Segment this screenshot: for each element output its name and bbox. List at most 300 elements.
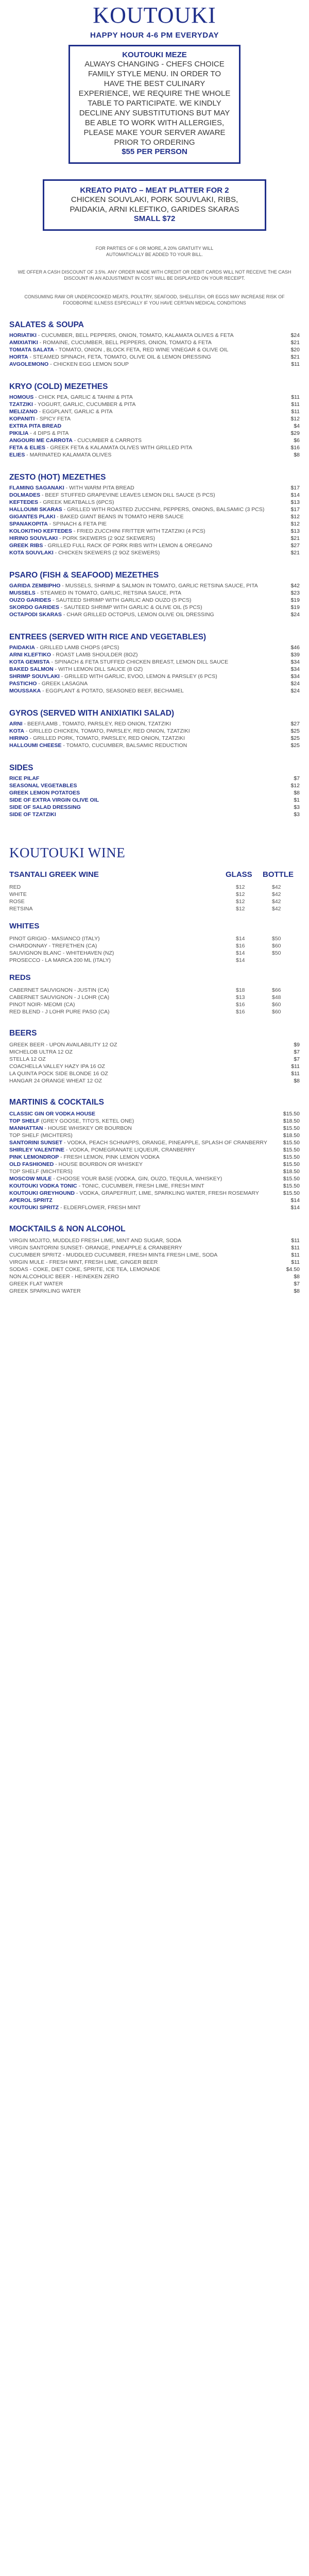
drink-name: CLASSIC GIN OR VODKA HOUSE [9, 1111, 96, 1117]
item-description: - FRIED ZUCCHINI FRITTER WITH TZATZIKI (4 PCS) [72, 528, 205, 534]
kreato-box [43, 179, 266, 231]
item-price: $8 [294, 790, 300, 796]
item-price: $24 [290, 332, 300, 338]
drink-price: $7 [294, 1056, 300, 1062]
section-title: KRYO (COLD) MEZETHES [9, 382, 108, 391]
drink-price: $15.50 [283, 1125, 300, 1131]
glass-price: $16 [236, 1002, 245, 1008]
item-description: - TOMATO, ONION , BLOCK FETA, RED WINE VINEGAR & OLIVE OIL [54, 347, 229, 353]
item-name: DOLMADES [9, 492, 41, 498]
drink-price: $15.50 [283, 1140, 300, 1146]
drink-description: - VODKA, POMEGRANATE LIQUEUR, CRANBERRY [64, 1147, 195, 1153]
item-name: HIRINO SOUVLAKI [9, 535, 58, 541]
drink-description: CUCUMBER SPRITZ - MUDDLED CUCUMBER, FRESH MINT& FRESH LIME, SODA [9, 1252, 218, 1258]
wine-row [9, 987, 300, 994]
wine-title: KOUTOUKI WINE [9, 845, 126, 860]
item-price: $34 [290, 659, 300, 665]
drink-item [9, 1146, 300, 1154]
drink-item [9, 1204, 300, 1211]
item-name: KEFTEDES [9, 499, 39, 505]
wine-name: CHARDONNAY - TREFETHEN (CA) [9, 943, 97, 949]
drink-item [9, 1117, 300, 1125]
item-price: $25 [290, 728, 300, 734]
menu-item [9, 401, 300, 408]
drink-price: $11 [291, 1259, 300, 1265]
item-name: HOMOUS [9, 394, 34, 400]
item-name: PASTICHO [9, 681, 37, 687]
item-description: - TOMATO, CUCUMBER, BALSAMIC REDUCTION [61, 742, 187, 749]
drink-item [9, 1287, 300, 1295]
drink-item [9, 1154, 300, 1161]
wine-name: PINOT NOIR- MEOMI (CA) [9, 1002, 75, 1008]
item-price: $13 [290, 499, 300, 505]
item-description: - WITH LEMON DILL SAUCE (8 OZ) [53, 666, 143, 672]
wine-name: RED BLEND - J LOHR PURE PASO (CA) [9, 1009, 110, 1015]
drink-description: - FRESH LEMON, PINK LEMON VODKA [59, 1154, 160, 1160]
drink-price: $11 [291, 1245, 300, 1251]
item-price: $16 [290, 445, 300, 451]
tsantali-heading [9, 870, 300, 880]
bottle-column-label: BOTTLE [263, 870, 294, 879]
drink-item [9, 1139, 300, 1146]
item-price: $13 [290, 528, 300, 534]
drink-name: SHIRLEY VALENTINE [9, 1147, 64, 1153]
wine-row [9, 942, 300, 950]
drink-description: VIRGIN MULE - FRESH MINT, FRESH LIME, GINGER BEER [9, 1259, 158, 1265]
item-price: $1 [294, 797, 300, 803]
menu-item [9, 353, 300, 361]
item-name: SHRIMP SOUVLAKI [9, 673, 60, 680]
drink-description: - CHOOSE YOUR BASE (VODKA, GIN, OUZO, TEQUILA, WHISKEY) [52, 1176, 222, 1182]
drink-description: - ELDERFLOWER, FRESH MINT [59, 1205, 141, 1211]
bottle-price: $66 [272, 987, 281, 993]
item-price: $25 [290, 742, 300, 749]
menu-item [9, 542, 300, 549]
kreato-box-title: KREATO PIATO – MEAT PLATTER FOR 2 [80, 186, 229, 195]
glass-price: $12 [236, 906, 245, 912]
item-price: $6 [294, 437, 300, 444]
section-title: ZESTO (HOT) MEZETHES [9, 473, 106, 482]
menu-item [9, 811, 300, 818]
menu-item [9, 735, 300, 742]
drink-name: PINK LEMONDROP [9, 1154, 59, 1160]
item-price: $19 [290, 604, 300, 611]
wine-name: SAUVIGNON BLANC - WHITEHAVEN (NZ) [9, 950, 114, 956]
drink-item [9, 1259, 300, 1266]
drink-item [9, 1280, 300, 1287]
drink-description: GREEK BEER - UPON AVAILABILITY 12 OZ [9, 1042, 117, 1048]
item-name: FLAMING SAGANAKI [9, 485, 64, 491]
item-name: GARIDA ZEMBIPHO [9, 583, 61, 589]
item-name: SIDE OF EXTRA VIRGIN OLIVE OIL [9, 797, 99, 803]
menu-item [9, 604, 300, 611]
glass-price: $16 [236, 1009, 245, 1015]
drink-description: GREEK SPARKLING WATER [9, 1288, 81, 1294]
reds-title: REDS [9, 973, 31, 982]
drink-description: VIRGIN SANTORINI SUNSET- ORANGE, PINEAPPLE & CRANBERRY [9, 1245, 182, 1251]
drink-price: $8 [294, 1288, 300, 1294]
menu-item [9, 346, 300, 353]
item-price: $21 [290, 340, 300, 346]
item-price: $11 [291, 401, 300, 408]
drink-item [9, 1125, 300, 1132]
drink-price: $15.50 [283, 1161, 300, 1167]
item-name: KOTA SOUVLAKI [9, 550, 54, 556]
item-price: $19 [290, 597, 300, 603]
glass-price: $12 [236, 891, 245, 897]
item-name: HORTA [9, 354, 28, 360]
item-price: $23 [290, 590, 300, 596]
item-name: OUZO GARIDES [9, 597, 52, 603]
item-description: - CHAR GRILLED OCTOPUS, LEMON OLIVE OIL DRESSING [61, 612, 214, 618]
item-name: TZATZIKI [9, 401, 33, 408]
drink-name: OLD FASHIONED [9, 1161, 54, 1167]
drink-price: $7 [294, 1281, 300, 1287]
drink-item [9, 1041, 300, 1048]
item-description: - EGGPLANT, GARLIC & PITA [37, 409, 113, 415]
menu-item [9, 451, 300, 459]
menu-item [9, 644, 300, 651]
meze-box-title: KOUTOUKI MEZE [122, 50, 187, 59]
item-name: GIGANTES PLAKI [9, 514, 56, 520]
item-price: $24 [290, 612, 300, 618]
item-price: $39 [290, 652, 300, 658]
menu-item [9, 430, 300, 437]
wine-row [9, 891, 300, 898]
item-name: EXTRA PITA BREAD [9, 423, 62, 429]
wine-row [9, 950, 300, 957]
bottle-price: $50 [272, 936, 281, 942]
drink-price: $8 [294, 1078, 300, 1084]
drink-item [9, 1273, 300, 1280]
kreato-box-body: CHICKEN SOUVLAKI, PORK SOUVLAKI, RIBS, PAIDAKIA, ARNI KLEFTIKO, GARIDES SKARAS [70, 195, 239, 214]
drink-description: TOP SHELF (MICHTERS) [9, 1168, 73, 1175]
menu-item [9, 492, 300, 499]
item-description: - MARINATED KALAMATA OLIVES [25, 452, 112, 458]
drink-item [9, 1266, 300, 1273]
item-price: $12 [290, 416, 300, 422]
beers-list [9, 1041, 300, 1084]
item-name: PAIDAKIA [9, 645, 35, 651]
section-title: GYROS (SERVED WITH ANIXIATIKI SALAD) [9, 709, 175, 718]
item-name: MELIZANO [9, 409, 38, 415]
item-price: $4 [294, 423, 300, 429]
item-description: - GREEK LASAGNA [37, 681, 88, 687]
item-name: OCTAPODI SKARAS [9, 612, 62, 618]
menu-item [9, 651, 300, 658]
drink-price: $15.50 [283, 1111, 300, 1117]
drink-name: KOUTOUKI SPRITZ [9, 1205, 59, 1211]
drink-price: $18.50 [283, 1168, 300, 1175]
glass-price: $14 [236, 957, 245, 963]
drink-price: $14 [290, 1197, 300, 1204]
wine-row [9, 935, 300, 942]
item-description: - CHICKEN SKEWERS (2 9OZ SKEWERS) [53, 550, 160, 556]
section-title: PSARO (FISH & SEAFOOD) MEZETHES [9, 571, 159, 580]
wine-row [9, 905, 300, 912]
item-description: - CHICK PEA, GARLIC & TAHINI & PITA [33, 394, 133, 400]
menu-item [9, 804, 300, 811]
drink-price: $11 [291, 1071, 300, 1077]
item-description: - MUSSELS, SHRIMP & SALMON IN TOMATO, GARLIC RETSINA SAUCE, PITA [60, 583, 258, 589]
bottle-price: $48 [272, 994, 281, 1001]
item-description: - PORK SKEWERS (2 9OZ SKEWERS) [57, 535, 155, 541]
item-description: - YOGURT, GARLIC, CUCUMBER & PITA [32, 401, 136, 408]
item-name: HALLOUMI CHEESE [9, 742, 62, 749]
bottle-price: $42 [272, 899, 281, 905]
menu-item [9, 673, 300, 680]
item-description: - ROMAINE, CUCUMBER, BELL PEPPERS, ONION, TOMATO & FETA [38, 340, 212, 346]
drink-description: - VODKA, PEACH SCHNAPPS, ORANGE, PINEAPPLE, SPLASH OF CRANBERRY [62, 1140, 267, 1146]
item-description: - CUCUMBER, BELL PEPPERS, ONION, TOMATO, KALAMATA OLIVES & FETA [36, 332, 234, 338]
item-name: KOTA [9, 728, 24, 734]
drink-item [9, 1161, 300, 1168]
item-price: $21 [290, 550, 300, 556]
drink-item [9, 1168, 300, 1175]
item-name: PIKILIA [9, 430, 29, 436]
item-price: $3 [294, 811, 300, 818]
drink-description: LA QUINTA POCK SIDE BLONDE 16 OZ [9, 1071, 108, 1077]
item-name: RICE PILAF [9, 775, 40, 782]
drink-name: KOUTOUKI VODKA TONIC [9, 1183, 77, 1189]
wine-name: CABERNET SAUVIGNON - JUSTIN (CA) [9, 987, 109, 993]
wine-row [9, 1001, 300, 1008]
item-description: - GREEK FETA & KALAMATA OLIVES WITH GRILLED PITA [45, 445, 193, 451]
item-description: - GRILLED WITH GARLIC, EVOO, LEMON & PARSLEY (6 PCS) [59, 673, 217, 680]
menu-item [9, 775, 300, 782]
item-price: $12 [290, 783, 300, 789]
item-price: $11 [291, 409, 300, 415]
menu-item [9, 499, 300, 506]
drink-description: STELLA 12 OZ [9, 1056, 46, 1062]
item-price: $21 [290, 354, 300, 360]
wine-name: PINOT GRIGIO - MASIANCO (ITALY) [9, 936, 100, 942]
menu-item [9, 666, 300, 673]
menu-item [9, 394, 300, 401]
item-description: - GRILLED CHICKEN, TOMATO, PARSLEY, RED ONION, TZATZIKI [24, 728, 190, 734]
tsantali-title: TSANTALI GREEK WINE [9, 870, 99, 879]
drink-price: $11 [291, 1238, 300, 1244]
drink-price: $15.50 [283, 1190, 300, 1196]
drink-item [9, 1063, 300, 1070]
item-price: $24 [290, 681, 300, 687]
beers-title: BEERS [9, 1029, 37, 1038]
whites-heading [9, 922, 300, 932]
drink-price: $11 [291, 1063, 300, 1070]
menu-item [9, 582, 300, 589]
drink-name: APEROL SPRITZ [9, 1197, 53, 1204]
menu-item [9, 789, 300, 796]
drink-description: TOP SHELF (MICHTERS) [9, 1132, 73, 1139]
item-price: $17 [290, 485, 300, 491]
item-description: - SPINACH & FETA PIE [47, 521, 107, 527]
glass-price: $12 [236, 899, 245, 905]
drink-item [9, 1175, 300, 1182]
drink-item [9, 1048, 300, 1056]
item-description: - SPINACH & FETA STUFFED CHICKEN BREAST, LEMON DILL SAUCE [49, 659, 229, 665]
wine-name: ROSE [9, 899, 25, 905]
item-name: FETA & ELIES [9, 445, 46, 451]
menu-item [9, 687, 300, 694]
item-price: $11 [291, 361, 300, 367]
item-price: $17 [290, 506, 300, 513]
menu-item [9, 658, 300, 666]
item-price: $27 [290, 721, 300, 727]
menu-item [9, 422, 300, 430]
wine-row [9, 1008, 300, 1015]
item-description: - CHICKEN EGG LEMON SOUP [48, 361, 129, 367]
drink-description: VIRGIN MOJITO, MUDDLED FRESH LIME, MINT AND SUGAR, SODA [9, 1238, 181, 1244]
drink-item [9, 1244, 300, 1251]
menu-item [9, 513, 300, 520]
bottle-price: $42 [272, 906, 281, 912]
reds-heading [9, 973, 300, 984]
drink-price: $15.50 [283, 1176, 300, 1182]
menu-item [9, 589, 300, 597]
drink-price: $15.50 [283, 1183, 300, 1189]
raw-food-warning: CONSUMING RAW OR UNDERCOOKED MEATS, POULTRY, SEAFOOD, SHELLFISH, OR EGGS MAY INCREASE RISK OF FOODBORNE ILLNESS ESPECIALLY IF YOU HAVE CERTAIN MEDICAL CONDITIONS [24, 294, 285, 306]
glass-price: $12 [236, 884, 245, 890]
item-price: $12 [290, 514, 300, 520]
item-description: - BEEF STUFFED GRAPEVINE LEAVES LEMON DILL SAUCE (5 PCS) [40, 492, 215, 498]
wine-name: WHITE [9, 891, 27, 897]
meze-box-price: $55 PER PERSON [122, 147, 187, 156]
menu-item [9, 680, 300, 687]
item-name: SKORDO GARIDES [9, 604, 59, 611]
drink-description: SODAS - COKE, DIET COKE, SPRITE, ICE TEA, LEMONADE [9, 1266, 161, 1273]
drink-name: TOP SHELF [9, 1118, 40, 1124]
item-price: $27 [290, 543, 300, 549]
item-name: ARNI [9, 721, 23, 727]
item-name: KOLOKITHO KEFTEDES [9, 528, 72, 534]
menu-item [9, 361, 300, 368]
menu-item [9, 727, 300, 735]
menu-item [9, 520, 300, 528]
item-price: $34 [290, 673, 300, 680]
item-description: - GRILLED FULL RACK OF PORK RIBS WITH LEMON & OREGANO [43, 543, 213, 549]
drink-price: $9 [294, 1042, 300, 1048]
martinis-list [9, 1110, 300, 1211]
section-title: SIDES [9, 764, 33, 772]
bottle-price: $60 [272, 1002, 281, 1008]
item-name: MOUSSAKA [9, 688, 41, 694]
bottle-price: $60 [272, 943, 281, 949]
item-description: - EGGPLANT & POTATO, SEASONED BEEF, BECHAMEL [41, 688, 184, 694]
tsantali-list [9, 884, 300, 912]
item-price: $12 [290, 521, 300, 527]
drink-description: HANGAR 24 ORANGE WHEAT 12 OZ [9, 1078, 102, 1084]
glass-price: $13 [236, 994, 245, 1001]
drink-item [9, 1190, 300, 1197]
item-description: - 4 DIPS & PITA [28, 430, 69, 436]
mocktails-title: MOCKTAILS & NON ALCOHOL [9, 1225, 126, 1233]
drink-description: - TONIC, CUCUMBER, FRESH LIME, FRESH MINT [77, 1183, 204, 1189]
wine-row [9, 957, 300, 964]
drink-item [9, 1077, 300, 1084]
wine-row [9, 898, 300, 905]
item-price: $11 [291, 394, 300, 400]
item-description: - SPICY FETA [35, 416, 71, 422]
drink-description: (GREY GOOSE, TITO'S, KETEL ONE) [39, 1118, 134, 1124]
item-description: - ROAST LAMB SHOULDER (8OZ) [51, 652, 138, 658]
glass-price: $14 [236, 950, 245, 956]
drink-name: SANTORINI SUNSET [9, 1140, 63, 1146]
item-name: KOPANITI [9, 416, 35, 422]
item-price: $8 [294, 452, 300, 458]
wine-name: CABERNET SAUVIGNON - J LOHR (CA) [9, 994, 110, 1001]
drink-item [9, 1070, 300, 1077]
item-price: $46 [290, 645, 300, 651]
section-title: SALATES & SOUPA [9, 320, 84, 329]
item-name: SIDE OF TZATZIKI [9, 811, 56, 818]
item-name: SIDE OF SALAD DRESSING [9, 804, 81, 810]
menu-item [9, 549, 300, 556]
menu-item [9, 611, 300, 618]
item-description: - CUCUMBER & CARROTS [72, 437, 142, 444]
drink-item [9, 1056, 300, 1063]
meze-box [68, 45, 241, 164]
item-name: HORIATIKI [9, 332, 37, 338]
item-price: $14 [290, 492, 300, 498]
drink-name: MANHATTAN [9, 1125, 43, 1131]
item-name: GREEK RIBS [9, 543, 43, 549]
item-description: - WITH WARM PITA BREAD [64, 485, 134, 491]
menu-item [9, 444, 300, 451]
item-description: - GRILLED WITH ROASTED ZUCCHINI, PEPPERS, ONIONS, BALSAMIC (3 PCS) [62, 506, 265, 513]
item-description: - BAKED GIANT BEANS IN TOMATO HERB SAUCE [55, 514, 184, 520]
drink-price: $8 [294, 1274, 300, 1280]
mocktails-list [9, 1237, 300, 1295]
item-name: AVGOLEMONO [9, 361, 49, 367]
menu-item [9, 796, 300, 804]
drink-description: GREEK FLAT WATER [9, 1281, 63, 1287]
menu-item [9, 720, 300, 727]
drink-price: $15.50 [283, 1154, 300, 1160]
item-description: - STEAMED IN TOMATO, GARLIC, RETSINA SAUCE, PITA [35, 590, 181, 596]
bottle-price: $42 [272, 891, 281, 897]
martinis-title: MARTINIS & COCKTAILS [9, 1098, 104, 1107]
item-name: BAKED SALMON [9, 666, 54, 672]
menu-item [9, 506, 300, 513]
restaurant-title: KOUTOUKI [93, 3, 216, 28]
item-description: - SAUTEED SHRIMP WITH GARLIC AND OUZO (5 PCS) [51, 597, 192, 603]
bottle-price: $42 [272, 884, 281, 890]
meze-box-body: ALWAYS CHANGING - CHEFS CHOICE FAMILY STYLE MENU. IN ORDER TO HAVE THE BEST CULINARY EXPERIENCE, WE REQUIRE THE WHOLE TABLE TO PARTICIPATE. WE KINDLY DECLINE ANY SUBSTITUTIONS BUT MAY BE ABLE TO WORK WITH ALLERGIES, PLEASE MAKE YOUR SERVER AWARE PRIOR TO ORDERING [78, 60, 231, 147]
drink-price: $15.50 [283, 1147, 300, 1153]
happy-hour-banner: HAPPY HOUR 4-6 PM EVERYDAY [90, 31, 219, 40]
whites-title: WHITES [9, 922, 40, 930]
drink-name: KOUTOUKI GREYHOUND [9, 1190, 75, 1196]
item-description: - GRILLED LAMB CHOPS (4PCS) [35, 645, 119, 651]
drink-item [9, 1251, 300, 1259]
bottle-price: $60 [272, 1009, 281, 1015]
item-price: $29 [290, 430, 300, 436]
menu-item [9, 408, 300, 415]
menu-item [9, 415, 300, 422]
menu-item [9, 332, 300, 339]
menu-item [9, 742, 300, 749]
drink-description: - HOUSE WHISKEY OR BOURBON [43, 1125, 132, 1131]
item-description: - GRILLED PORK, TOMATO, PARSLEY, RED ONION, TZATZIKI [28, 735, 185, 741]
drink-price: $7 [294, 1049, 300, 1055]
item-name: AMIXIATIKI [9, 340, 38, 346]
item-price: $21 [290, 535, 300, 541]
item-name: HALLOUMI SKARAS [9, 506, 62, 513]
cash-discount-note: WE OFFER A CASH DISCOUNT OF 3.5%. ANY ORDER MADE WITH CREDIT OR DEBIT CARDS WILL NOT RECEIVE THE CASH DISCOUNT IN AN ADJUSTMENT IN COST WILL BE DISPLAYED ON YOUR RECEIPT. [18, 269, 291, 281]
drink-price: $4.50 [286, 1266, 300, 1273]
menu-item [9, 597, 300, 604]
item-price: $3 [294, 804, 300, 810]
